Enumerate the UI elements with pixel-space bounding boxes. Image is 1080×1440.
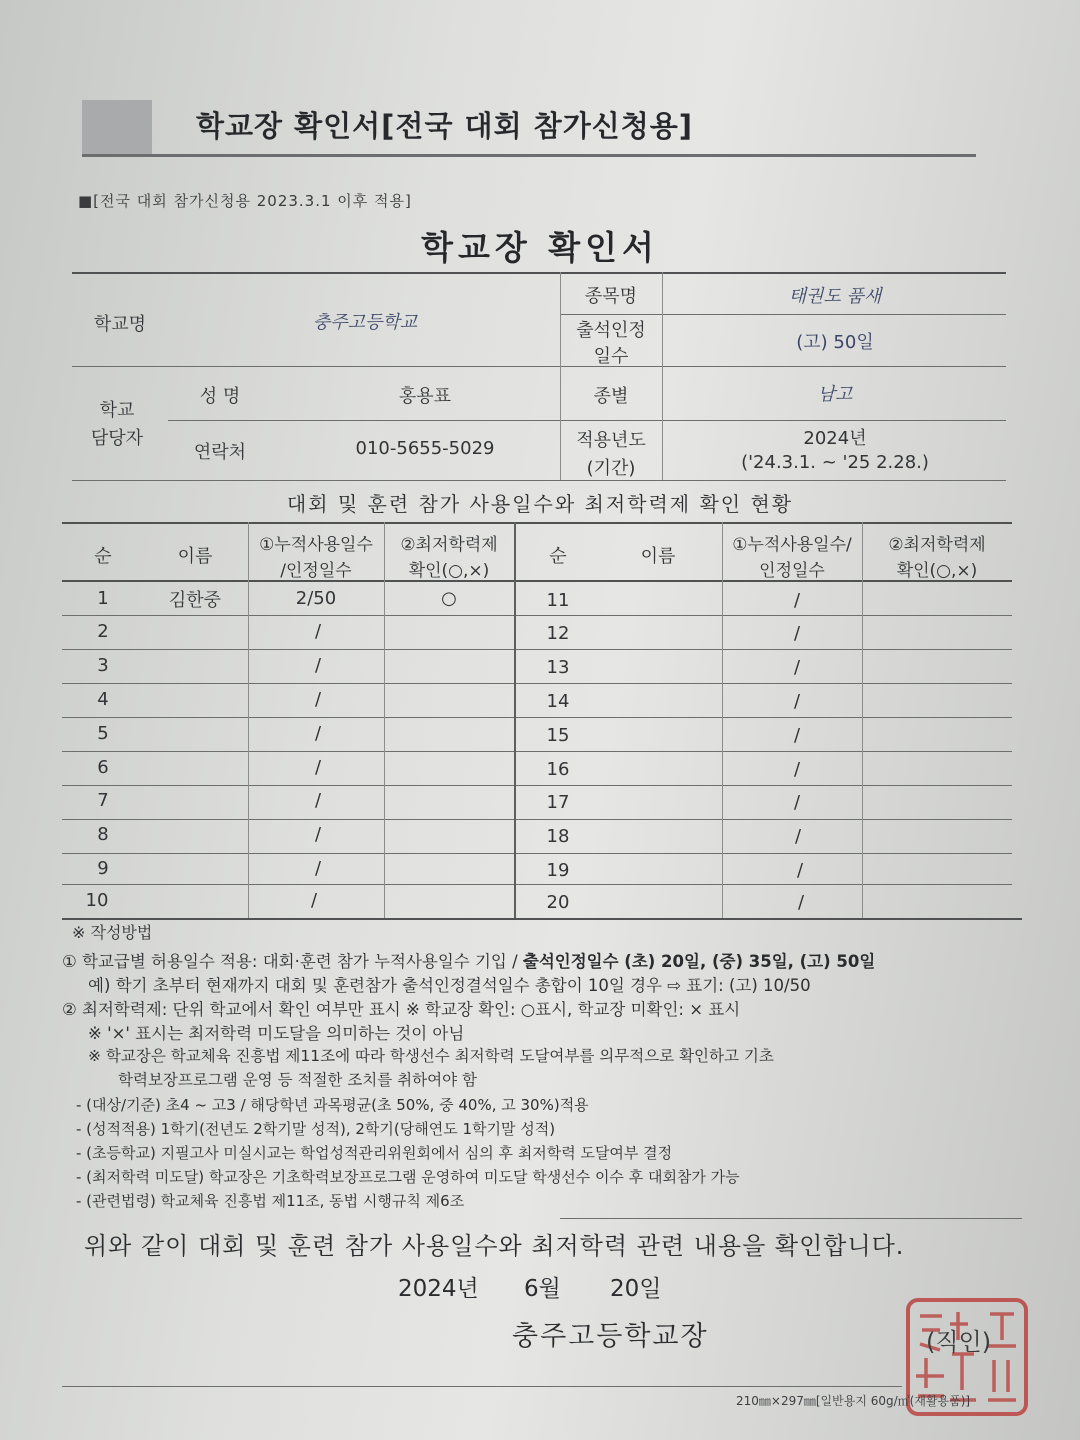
row-days: / [314, 824, 322, 845]
instructions-title: ※ 작성방법 [72, 923, 153, 942]
row-num: 16 [546, 759, 570, 780]
info-divider [662, 272, 663, 480]
table-row-line [62, 819, 1012, 820]
seal-label: (직인) [926, 1328, 992, 1356]
info-divider [560, 314, 1006, 315]
instruction-line: ※ '×' 표시는 최저학력 미도달을 의미하는 것이 아님 [88, 1024, 465, 1043]
table-row-line [62, 717, 1012, 718]
table-row-line [62, 751, 1012, 752]
row-days: / [314, 723, 322, 744]
manager-label: 학교 [99, 400, 135, 421]
table-top-border [62, 522, 1012, 524]
category-value: 남고 [817, 384, 853, 405]
event-label: 종목명 [584, 286, 638, 307]
col-check-header: 확인(○,×) [408, 561, 490, 581]
table-row-line [62, 785, 1012, 786]
col-days-header: /인정일수 [280, 561, 352, 581]
header-title: 학교장 확인서[전국 대회 참가신청용] [196, 109, 694, 143]
info-divider [72, 480, 1006, 481]
col-days-header: ①누적사용일수/ [732, 535, 852, 555]
row-num: 17 [546, 792, 570, 813]
row-num: 9 [97, 858, 109, 879]
col-days-header: 인정일수 [759, 561, 825, 581]
school-label: 학교명 [93, 314, 147, 335]
row-days: / [314, 655, 322, 676]
date-month: 6월 [524, 1276, 561, 1302]
row-days: / [793, 623, 801, 644]
instruction-line: - (최저학력 미도달) 학교장은 기초학력보장프로그램 운영하여 미도달 학생선수 이수 후 대회참가 가능 [76, 1168, 740, 1186]
instruction-line: - (초등학교) 지필고사 미실시교는 학업성적관리위원회에서 심의 후 최저학력 도달여부 결정 [76, 1144, 673, 1162]
row-num: 19 [546, 860, 570, 881]
row-num: 2 [97, 621, 109, 642]
table-bottom-border [62, 918, 1022, 920]
info-top-border [72, 272, 1006, 274]
row-days: / [314, 689, 322, 710]
instruction-line: ※ 학교장은 학교체육 진흥법 제11조에 따라 학생선수 최저학력 도달여부를 의무적으로 확인하고 기초 [88, 1047, 774, 1065]
row-num: 3 [97, 655, 109, 676]
row-num: 13 [546, 657, 570, 678]
row-num: 6 [97, 757, 109, 778]
row-num: 14 [546, 691, 570, 712]
info-divider [168, 420, 1006, 421]
year-value: 2024년 [803, 428, 867, 449]
row-days: / [793, 725, 801, 746]
paper-spec: 210㎜×297㎜[일반용지 60g/㎡(재활용품)] [736, 1394, 971, 1408]
table-row-line [62, 884, 1012, 885]
date-year: 2024년 [398, 1276, 479, 1302]
instruction-line [62, 948, 875, 972]
redacted-box [82, 100, 152, 156]
name-label: 성 명 [199, 386, 241, 407]
instruction-line: 예) 학기 초부터 현재까지 대회 및 훈련참가 출석인정결석일수 총합이 10일 경우 ⇨ 표기: (고) 10/50 [88, 976, 811, 995]
instruction-line: - (대상/기준) 초4 ~ 고3 / 해당학년 과목평균(초 50%, 중 40%, 고 30%)적용 [76, 1096, 589, 1114]
instruction-line: 학력보장프로그램 운영 등 적절한 조치를 취하여야 함 [118, 1071, 477, 1089]
row-check: ○ [441, 588, 457, 609]
row-days: / [314, 621, 322, 642]
col-name-header: 이름 [177, 546, 213, 567]
contact-value: 010-5655-5029 [355, 438, 495, 459]
row-days: / [314, 757, 322, 778]
col-check-header: ②최저학력제 [888, 535, 986, 555]
table-row-line [62, 615, 1012, 616]
manager-label: 담당자 [90, 428, 144, 449]
col-num-header: 순 [94, 546, 112, 567]
instruction-line: ② 최저학력제: 단위 학교에서 확인 여부만 표시 ※ 학교장 확인: ○표시, 학교장 미확인: × 표시 [62, 1000, 741, 1019]
row-days: / [314, 858, 322, 879]
col-num-header: 순 [549, 546, 567, 567]
row-num: 10 [85, 890, 109, 911]
row-days: / [796, 860, 804, 881]
row-num: 15 [546, 725, 570, 746]
table-row-line [62, 853, 1012, 854]
row-num: 20 [546, 892, 570, 913]
form-note: ■[전국 대회 참가신청용 2023.3.1 이후 적용] [78, 192, 412, 210]
instruction-emphasis: 출석인정일수 (초) 20일, (중) 35일, (고) 50일 [522, 952, 876, 971]
contact-label: 연락처 [193, 442, 247, 463]
info-divider [72, 366, 1006, 367]
instruction-line: - (성적적용) 1학기(전년도 2학기말 성적), 2학기(당해연도 1학기말 성적) [76, 1120, 556, 1138]
table-row-line [62, 649, 1012, 650]
row-days: / [794, 826, 802, 847]
row-num: 12 [546, 623, 570, 644]
section-title: 대회 및 훈련 참가 사용일수와 최저학력제 확인 현황 [286, 492, 794, 516]
row-num: 1 [97, 588, 109, 609]
table-col-line [722, 522, 723, 918]
footer-divider [62, 1386, 902, 1387]
row-days: / [793, 691, 801, 712]
year-period: ('24.3.1. ~ '25 2.28.) [741, 452, 929, 473]
header-divider [82, 154, 976, 157]
row-num: 7 [97, 790, 109, 811]
row-days: / [793, 590, 801, 611]
row-days: / [314, 790, 322, 811]
principal-name: 충주고등학교장 [512, 1321, 709, 1352]
col-check-header: 확인(○,×) [896, 561, 978, 581]
col-days-header: ①누적사용일수 [259, 535, 373, 555]
row-num: 8 [97, 824, 109, 845]
instruction-line: - (관련법령) 학교체육 진흥법 제11조, 동법 시행규칙 제6조 [76, 1192, 465, 1210]
row-name: 김한중 [168, 590, 222, 611]
attendance-label: 일수 [593, 346, 629, 367]
page-title: 학교장 확인서 [421, 228, 659, 267]
row-num: 4 [97, 689, 109, 710]
school-value: 충주고등학교 [312, 312, 418, 333]
event-value: 태권도 품새 [788, 286, 882, 307]
table-row-line [62, 683, 1012, 684]
category-label: 종별 [593, 386, 629, 407]
col-name-header: 이름 [640, 546, 676, 567]
row-num: 18 [546, 826, 570, 847]
row-num: 11 [546, 590, 570, 611]
row-days: 2/50 [295, 588, 337, 609]
row-days: / [310, 890, 318, 911]
table-center-line [514, 522, 516, 918]
row-days: / [793, 657, 801, 678]
attendance-label: 출석인정 [576, 320, 646, 341]
col-check-header: ②최저학력제 [400, 535, 498, 555]
confirmation-text: 위와 같이 대회 및 훈련 참가 사용일수와 최저학력 관련 내용을 확인합니다. [84, 1232, 905, 1260]
divider [560, 1218, 1022, 1219]
date-day: 20일 [610, 1276, 662, 1302]
year-label: (기간) [586, 458, 636, 479]
year-label: 적용년도 [576, 430, 646, 451]
name-value: 홍용표 [398, 386, 452, 407]
row-days: / [797, 892, 805, 913]
instruction-text: ① 학교급별 허용일수 적용: 대회·훈련 참가 누적사용일수 기입 / [62, 952, 523, 971]
row-days: / [793, 792, 801, 813]
row-days: / [793, 759, 801, 780]
table-col-line [862, 522, 863, 918]
row-num: 5 [97, 723, 109, 744]
attendance-value: (고) 50일 [796, 332, 874, 353]
